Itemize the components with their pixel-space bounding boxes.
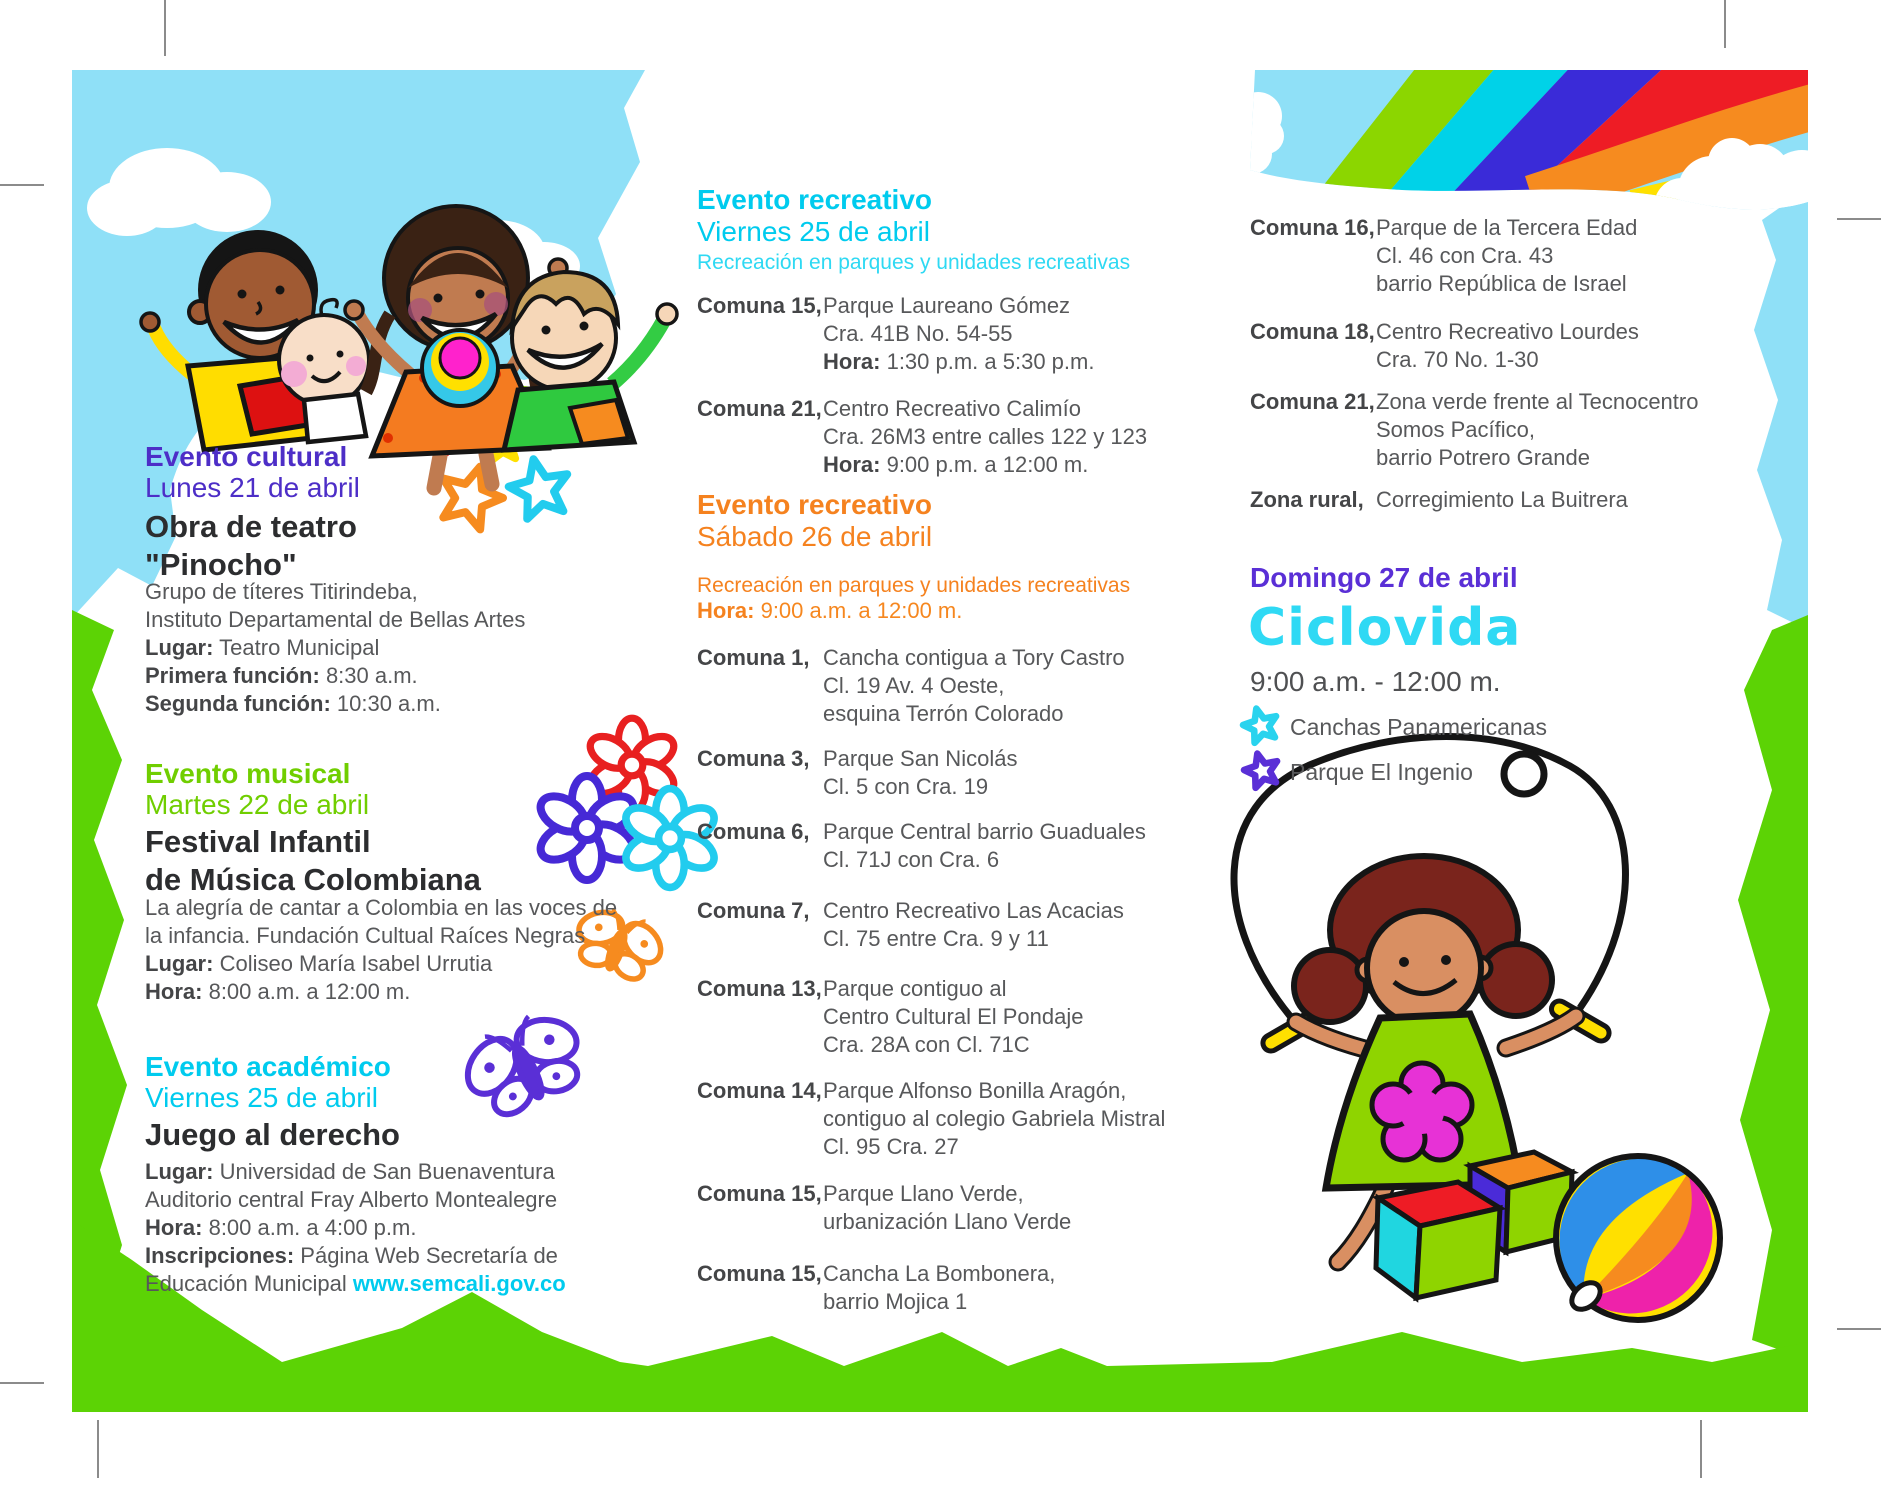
lugar-label: Lugar: [145,635,214,660]
entry-line: Parque Central barrio Guaduales [823,819,1146,844]
heading-line: Obra de teatro [145,509,357,544]
entry-line: Centro Recreativo Lourdes [1376,319,1639,344]
entry-line: Parque contiguo al [823,976,1007,1001]
event-entry [697,1260,1055,1316]
detail-line [145,1214,566,1242]
domingo-date: Domingo 27 de abril [1250,562,1518,593]
lugar-label: Lugar: [145,951,214,976]
cultural-event-heading [145,508,357,584]
zona-rural-label: Zona rural, [1250,487,1364,512]
girl-jump-rope-illustration [1234,737,1720,1321]
comuna-label: Comuna 3, [697,746,810,771]
crop-mark [1837,1328,1881,1330]
star-bullet-icons [1240,704,1282,789]
detail-line: Instituto Departamental de Bellas Artes [145,607,526,632]
event-entry [697,644,1125,728]
sabado-subtitle: Recreación en parques y unidades recreativas [697,574,1131,597]
detail-line [145,978,617,1006]
entry-line: Cra. 28A con Cl. 71C [823,1032,1030,1057]
ciclovida-time: 9:00 a.m. - 12:00 m. [1250,666,1501,697]
musical-section-title: Evento musical [145,758,351,789]
detail-line [145,1158,566,1186]
comuna-label: Comuna 15, [697,1261,822,1286]
event-entry [697,395,1147,479]
ciclovida-location: Parque El Ingenio [1290,759,1473,785]
hora-label: Hora: [145,979,203,1004]
right-blue-strip [1754,188,1808,630]
hora-value: 8:00 a.m. a 4:00 p.m. [208,1215,417,1240]
entry-line: Parque San Nicolás [823,746,1018,771]
entry-line: Centro Recreativo Las Acacias [823,898,1124,923]
crop-mark [1837,218,1881,220]
comuna-label: Comuna 15, [697,293,822,318]
event-entry [697,1077,1165,1161]
comuna-label: Comuna 6, [697,819,810,844]
entry-line: Cl. 5 con Cra. 19 [823,774,989,799]
heading-line: "Pinocho" [145,547,297,582]
entry-line: Parque Laureano Gómez [823,293,1071,318]
funcion2-value: 10:30 a.m. [336,691,441,716]
entry-line: Corregimiento La Buitrera [1376,487,1628,512]
event-entry [697,818,1146,874]
entry-line: Centro Cultural El Pondaje [823,1004,1084,1029]
entry-line: barrio Potrero Grande [1376,445,1590,470]
comuna-label: Comuna 21, [1250,389,1375,414]
entry-line: Cancha La Bombonera, [823,1261,1056,1286]
viernes-section-date: Viernes 25 de abril [697,216,930,247]
inscripciones-label: Inscripciones: [145,1243,295,1268]
sabado-section-title: Evento recreativo [697,489,932,520]
ciclovida-title: Ciclovida [1248,598,1522,658]
event-entry [697,975,1083,1059]
entry-line: barrio Mojica 1 [823,1289,968,1314]
viernes-subtitle: Recreación en parques y unidades recreativas [697,251,1131,274]
lugar-value: Coliseo María Isabel Urrutia [219,951,493,976]
inscripciones-value: Página Web Secretaría de [300,1243,558,1268]
comuna-label: Comuna 16, [1250,215,1375,240]
detail-line [145,662,525,690]
entry-line: Centro Recreativo Calimío [823,396,1081,421]
event-entry [697,897,1124,953]
right-green-strip [1738,615,1808,1360]
hora-value: 9:00 p.m. a 12:00 m. [886,452,1089,477]
academico-section-title: Evento académico [145,1051,391,1082]
event-entry [697,1180,1071,1236]
entry-line: Cancha contigua a Tory Castro [823,645,1125,670]
cultural-details [145,578,525,718]
left-green-strip [72,610,127,1330]
hora-value: 1:30 p.m. a 5:30 p.m. [886,349,1095,374]
comuna-label: Comuna 18, [1250,319,1375,344]
crop-mark [1700,1420,1702,1478]
entry-line: Somos Pacífico, [1376,417,1535,442]
entry-line: barrio República de Israel [1376,271,1627,296]
detail-line: La alegría de cantar a Colombia en las voces de [145,895,618,920]
entry-line: Cra. 70 No. 1-30 [1376,347,1539,372]
crop-mark [1724,0,1726,48]
event-entry [1250,388,1698,472]
heading-line: de Música Colombiana [145,862,481,897]
detail-line [145,690,525,718]
event-entry [1250,214,1637,298]
flowers-illustration [534,718,719,887]
entry-line: Cl. 19 Av. 4 Oeste, [823,673,1005,698]
event-entry [1250,318,1639,374]
academico-section-date: Viernes 25 de abril [145,1082,378,1113]
lugar-value: Teatro Municipal [219,635,380,660]
hora-label: Hora: [823,452,881,477]
line-prefix: Educación Municipal [145,1271,347,1296]
star-icon [1240,704,1281,744]
detail-line [145,1242,566,1270]
detail-line [145,1270,566,1298]
entry-line [823,451,1147,479]
musical-details [145,894,617,1006]
lugar-label: Lugar: [145,1159,214,1184]
entry-line: Cl. 46 con Cra. 43 [1376,243,1554,268]
entry-line: Cra. 26M3 entre calles 122 y 123 [823,424,1148,449]
musical-event-heading [145,823,481,899]
entry-line: Parque Alfonso Bonilla Aragón, [823,1078,1127,1103]
sabado-section-date: Sábado 26 de abril [697,521,933,552]
entry-line: urbanización Llano Verde [823,1209,1072,1234]
ciclovida-location: Canchas Panamericanas [1290,714,1547,740]
hora-value: 8:00 a.m. a 12:00 m. [208,979,411,1004]
comuna-label: Comuna 1, [697,645,810,670]
entry-line: esquina Terrón Colorado [823,701,1064,726]
detail-line: Auditorio central Fray Alberto Montealegre [145,1187,558,1212]
cultural-section-date: Lunes 21 de abril [145,472,360,503]
musical-section-date: Martes 22 de abril [145,789,370,820]
viernes-section-title: Evento recreativo [697,184,932,215]
hora-label: Hora: [697,598,755,623]
entry-line: contiguo al colegio Gabriela Mistral [823,1106,1166,1131]
entry-line: Cra. 41B No. 54-55 [823,321,1013,346]
funcion1-label: Primera función: [145,663,320,688]
crop-mark [97,1420,99,1478]
comuna-label: Comuna 13, [697,976,822,1001]
event-entry [1250,486,1628,514]
entry-line: Parque de la Tercera Edad [1376,215,1638,240]
comuna-label: Comuna 14, [697,1078,822,1103]
entry-line: Cl. 75 entre Cra. 9 y 11 [823,926,1049,951]
lugar-value: Universidad de San Buenaventura [219,1159,555,1184]
detail-line: la infancia. Fundación Cultual Raíces Negras [145,923,586,948]
funcion2-label: Segunda función: [145,691,331,716]
academico-event-heading: Juego al derecho [145,1117,400,1152]
crop-mark [164,0,166,56]
star-icon [1241,749,1282,789]
academico-details [145,1158,566,1298]
crop-mark [0,184,44,186]
comuna-label: Comuna 15, [697,1181,822,1206]
hora-label: Hora: [823,349,881,374]
crop-mark [0,1382,44,1384]
detail-line [145,950,617,978]
event-entry [697,745,1017,801]
hora-value: 9:00 a.m. a 12:00 m. [760,598,963,623]
brochure-page [72,70,1808,1412]
detail-line [145,634,525,662]
entry-line: Cl. 95 Cra. 27 [823,1134,959,1159]
entry-line: Parque Llano Verde, [823,1181,1024,1206]
comuna-label: Comuna 7, [697,898,810,923]
entry-line: Zona verde frente al Tecnocentro [1376,389,1699,414]
beach-ball-illustration [1556,1156,1720,1320]
detail-line: Grupo de títeres Titirindeba, [145,579,418,604]
heading-line: Festival Infantil [145,824,371,859]
event-entry [697,292,1094,376]
cultural-section-title: Evento cultural [145,441,348,472]
entry-line: Cl. 71J con Cra. 6 [823,847,1000,872]
hora-label: Hora: [145,1215,203,1240]
comuna-label: Comuna 21, [697,396,822,421]
website-link[interactable]: www.semcali.gov.co [352,1271,566,1296]
entry-line [823,348,1094,376]
funcion1-value: 8:30 a.m. [325,663,418,688]
sabado-hora [697,598,962,624]
